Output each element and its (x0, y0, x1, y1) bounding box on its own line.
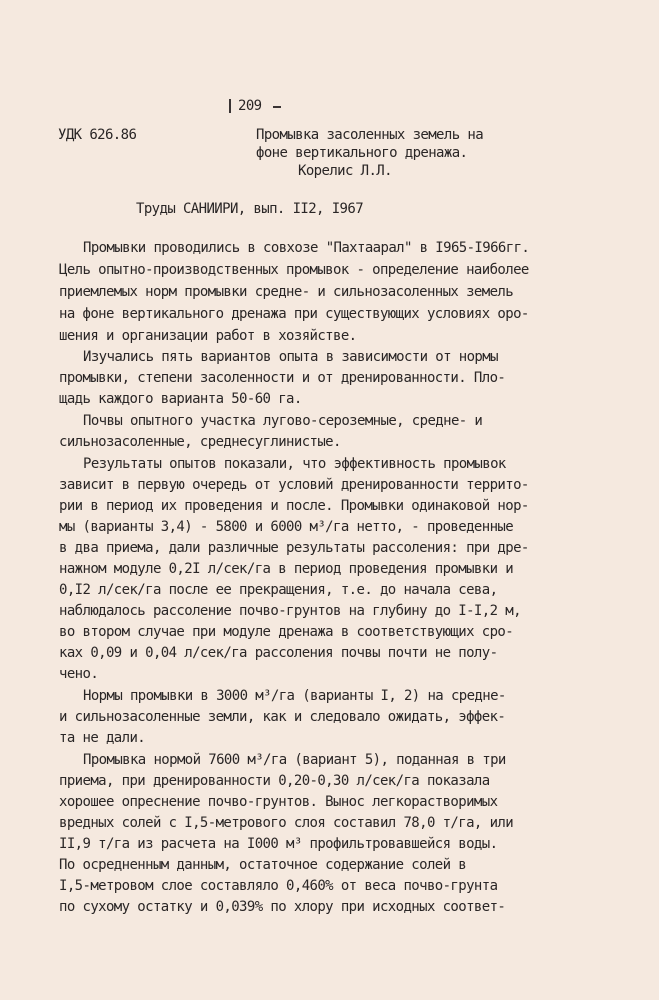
body-line: II,9 т/га из расчета на I000 м³ профильтровавшейся воды. (59, 836, 498, 852)
body-line: Цель опытно-производственных промывок - определение наиболее (59, 262, 529, 278)
body-line: рии в период их проведения и после. Промывки одинаковой нор- (59, 498, 529, 514)
body-line: шения и организации работ в хозяйстве. (59, 328, 357, 344)
page-number-mark-left (229, 99, 231, 113)
body-line: во втором случае при модуле дренажа в соответствующих сро- (59, 624, 514, 640)
body-line: по сухому остатку и 0,039% по хлору при исходных соответ- (59, 899, 506, 915)
body-line: промывки, степени засоленности и от дренированности. Пло- (59, 370, 506, 386)
body-line: мы (варианты 3,4) - 5800 и 6000 м³/га нетто, - проведенные (59, 519, 514, 535)
body-line: 0,I2 л/сек/га после ее прекращения, т.е. до начала сева, (59, 582, 498, 598)
body-line: приемлемых норм промывки средне- и сильнозасоленных земель (59, 284, 514, 300)
title-line-2: фоне вертикального дренажа. (256, 145, 468, 161)
title-line-1: Промывка засоленных земель на (256, 127, 484, 143)
body-line: нажном модуле 0,2I л/сек/га в период проведения промывки и (59, 561, 514, 577)
body-line: I,5-метровом слое составляло 0,460% от веса почво-грунта (59, 878, 498, 894)
body-line: По осредненным данным, остаточное содержание солей в (59, 857, 467, 873)
body-line: Изучались пять вариантов опыта в зависимости от нормы (83, 349, 498, 365)
body-line: Нормы промывки в 3000 м³/га (варианты I, 2) на средне- (83, 688, 506, 704)
body-line: зависит в первую очередь от условий дренированности террито- (59, 477, 529, 493)
body-line: приема, при дренированности 0,20-0,30 л/сек/га показала (59, 773, 490, 789)
body-line: и сильнозасоленные земли, как и следовало ожидать, эффек- (59, 709, 506, 725)
body-line: наблюдалось рассоление почво-грунтов на глубину до I-I,2 м, (59, 603, 521, 619)
source-citation: Труды САНИИРИ, вып. II2, I967 (136, 201, 364, 217)
body-line: та не дали. (59, 730, 146, 746)
body-line: вредных солей с I,5-метрового слоя составил 78,0 т/га, или (59, 815, 514, 831)
body-line: Почвы опытного участка лугово-сероземные, средне- и (83, 413, 483, 429)
body-line: сильнозасоленные, среднесуглинистые. (59, 434, 341, 450)
body-line: хорошее опреснение почво-грунтов. Вынос легкорастворимых (59, 794, 498, 810)
body-line: Промывка нормой 7600 м³/га (вариант 5), поданная в три (83, 752, 506, 768)
page-number-mark-right (273, 106, 281, 108)
body-line: ках 0,09 и 0,04 л/сек/га рассоления почвы почти не полу- (59, 645, 498, 661)
body-line: щадь каждого варианта 50-60 га. (59, 391, 302, 407)
body-line: Результаты опытов показали, что эффективность промывок (83, 456, 506, 472)
body-line: в два приема, дали различные результаты рассоления: при дре- (59, 540, 529, 556)
page-number: 209 (238, 98, 262, 114)
body-line: на фоне вертикального дренажа при существующих условиях оро- (59, 306, 529, 322)
body-line: Промывки проводились в совхозе "Пахтаарал" в I965-I966гг. (83, 240, 530, 256)
body-line: чено. (59, 666, 99, 682)
author-line: Корелис Л.Л. (298, 163, 392, 179)
udk-code: УДК 626.86 (58, 127, 137, 143)
